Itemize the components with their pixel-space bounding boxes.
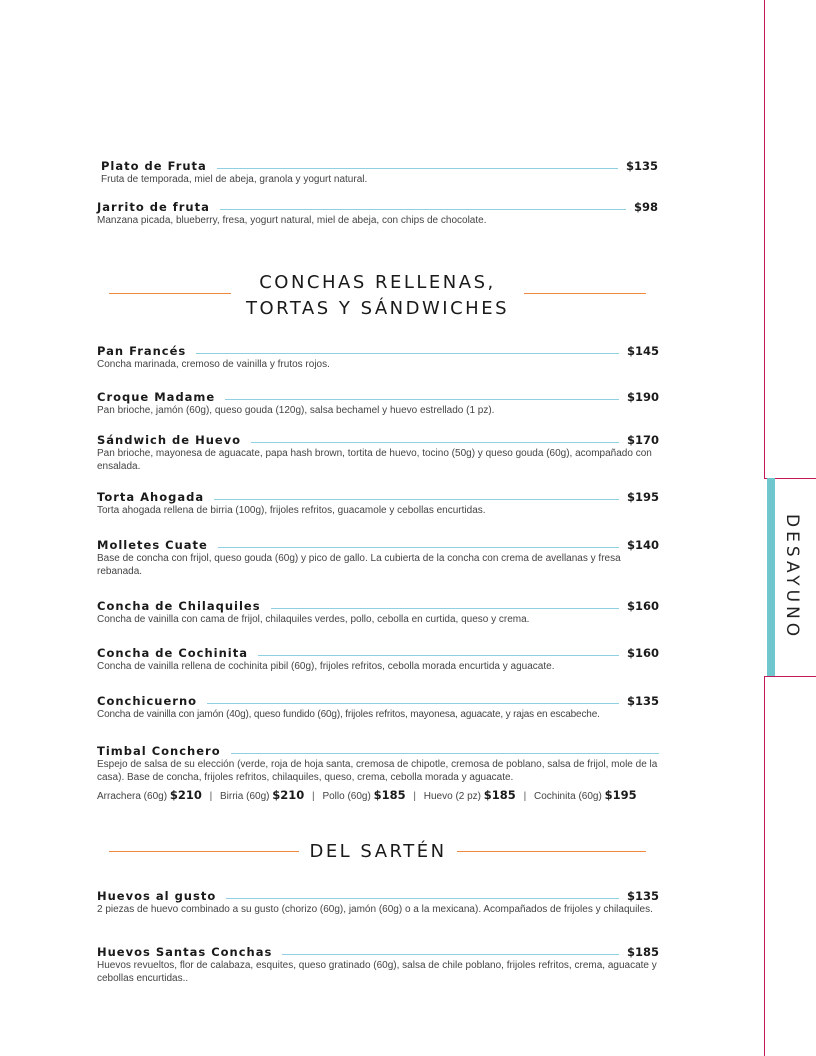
option-label: Birria (60g) (220, 791, 270, 802)
option-label: Huevo (2 pz) (423, 791, 482, 802)
leader-line (207, 703, 619, 704)
side-tab[interactable] (774, 478, 810, 676)
leader-line (196, 353, 619, 354)
item-price: $135 (626, 889, 659, 903)
section-rule-right (524, 293, 646, 294)
item-description: Concha de vainilla con jamón (40g), queso fundido (60g), frijoles refritos, mayonesa, aguacate, y rajas en escabeche. (97, 709, 600, 720)
item-name: Molletes Cuate (97, 538, 208, 552)
item-price: $145 (626, 344, 659, 358)
leader-line (220, 209, 626, 210)
menu-item (97, 536, 659, 578)
edge-rule-top (764, 0, 765, 478)
section-rule-left (109, 293, 231, 294)
item-name: Torta Ahogada (97, 490, 205, 504)
leader-line (271, 608, 619, 609)
item-name: Huevos Santas Conchas (97, 945, 273, 959)
item-price: $135 (626, 694, 659, 708)
item-description: Pan brioche, jamón (60g), queso gouda (120g), salsa bechamel y huevo estrellado (1 pz). (97, 405, 495, 416)
item-description: Manzana picada, blueberry, fresa, yogurt natural, miel de abeja, con chips de chocolate. (97, 215, 487, 226)
item-description: 2 piezas de huevo combinado a su gusto (chorizo (60g), jamón (60g) o a la mexicana). Acompañados de frijoles y chilaquiles. (97, 904, 653, 915)
item-price: $140 (626, 538, 659, 552)
option-label: Pollo (60g) (322, 791, 371, 802)
leader-line (282, 954, 619, 955)
item-name: Concha de Chilaquiles (97, 599, 261, 613)
menu-item (101, 157, 658, 187)
option-separator: | (209, 791, 213, 802)
section-rule-right (457, 851, 646, 852)
item-price: $195 (626, 490, 659, 504)
edge-rule-bottom (764, 676, 765, 1056)
item-description: Concha de vainilla con cama de frijol, chilaquiles verdes, pollo, cebolla en curtida, queso y crema. (97, 614, 530, 625)
item-description: Huevos revueltos, flor de calabaza, esquites, queso gratinado (60g), salsa de chile poblano, frijoles refritos, crema, aguacate y cebollas encurtidas.. (97, 960, 657, 984)
option-price: $210 (272, 788, 305, 802)
option-price: $185 (373, 788, 406, 802)
section-title-line1: CONCHAS RELLENAS, (259, 272, 496, 293)
item-price: $170 (626, 433, 659, 447)
option-price: $210 (169, 788, 202, 802)
leader-line (258, 655, 619, 656)
timbal-options (97, 788, 659, 802)
option-price: $195 (604, 788, 637, 802)
menu-item (97, 198, 658, 228)
option-price: $185 (483, 788, 516, 802)
leader-line (251, 442, 619, 443)
item-name: Conchicuerno (97, 694, 198, 708)
menu-item-timbal (97, 742, 659, 802)
item-name: Sándwich de Huevo (97, 433, 242, 447)
item-name: Huevos al gusto (97, 889, 217, 903)
leader-line (231, 753, 659, 754)
section-title: DEL SARTÉN (309, 841, 447, 862)
item-price: $98 (633, 200, 658, 214)
edge-tick-bottom (764, 676, 816, 677)
item-price: $160 (626, 599, 659, 613)
leader-line (217, 168, 618, 169)
item-name: Croque Madame (97, 390, 216, 404)
option-label: Arrachera (60g) (97, 791, 168, 802)
item-name: Concha de Cochinita (97, 646, 249, 660)
item-name: Pan Francés (97, 344, 187, 358)
menu-item (97, 887, 659, 917)
menu-item (97, 388, 659, 418)
item-price: $160 (626, 646, 659, 660)
menu-item (97, 943, 659, 985)
menu-item (97, 644, 659, 674)
option-label: Cochinita (60g) (533, 791, 602, 802)
item-price: $185 (626, 945, 659, 959)
section-rule-left (109, 851, 299, 852)
menu-item (97, 431, 659, 473)
menu-item (97, 342, 659, 372)
menu-item (97, 692, 659, 722)
item-price: $190 (626, 390, 659, 404)
option-separator: | (523, 791, 527, 802)
item-description: Torta ahogada rellena de birria (100g), frijoles refritos, guacamole y cebollas encurtidas. (97, 505, 486, 516)
option-separator: | (312, 791, 315, 802)
item-description: Fruta de temporada, miel de abeja, granola y yogurt natural. (101, 174, 368, 185)
item-description: Espejo de salsa de su elección (verde, roja de hoja santa, cremosa de chipotle, cremosa de poblano, salsa de frijol, mole de la casa). Base de concha, frijoles refritos, chilaquiles, queso, crema, cebolla morada y aguacate. (97, 759, 658, 783)
item-description: Base de concha con frijol, queso gouda (60g) y pico de gallo. La cubierta de la concha con crema de avellanas y fresa rebanada. (97, 553, 621, 577)
leader-line (226, 898, 619, 899)
menu-item (97, 597, 659, 627)
item-name: Plato de Fruta (101, 159, 207, 173)
item-description: Concha marinada, cremoso de vainilla y frutos rojos. (97, 359, 330, 370)
section-title-line2: TORTAS Y SÁNDWICHES (245, 298, 510, 319)
item-price: $135 (625, 159, 658, 173)
item-description: Concha de vainilla rellena de cochinita pibil (60g), frijoles refritos, cebolla morada encurtida y aguacate. (97, 661, 555, 672)
leader-line (225, 399, 619, 400)
leader-line (214, 499, 619, 500)
menu-item (97, 488, 659, 518)
option-separator: | (413, 791, 416, 802)
section-title (231, 270, 524, 322)
item-description: Pan brioche, mayonesa de aguacate, papa hash brown, tortita de huevo, tocino (50g) y queso gouda (60g), acompañado con ensalada. (97, 448, 652, 472)
side-tab-label: DESAYUNO (782, 513, 802, 641)
item-name: Jarrito de fruta (97, 200, 210, 214)
item-name: Timbal Conchero (97, 744, 221, 758)
leader-line (218, 547, 619, 548)
